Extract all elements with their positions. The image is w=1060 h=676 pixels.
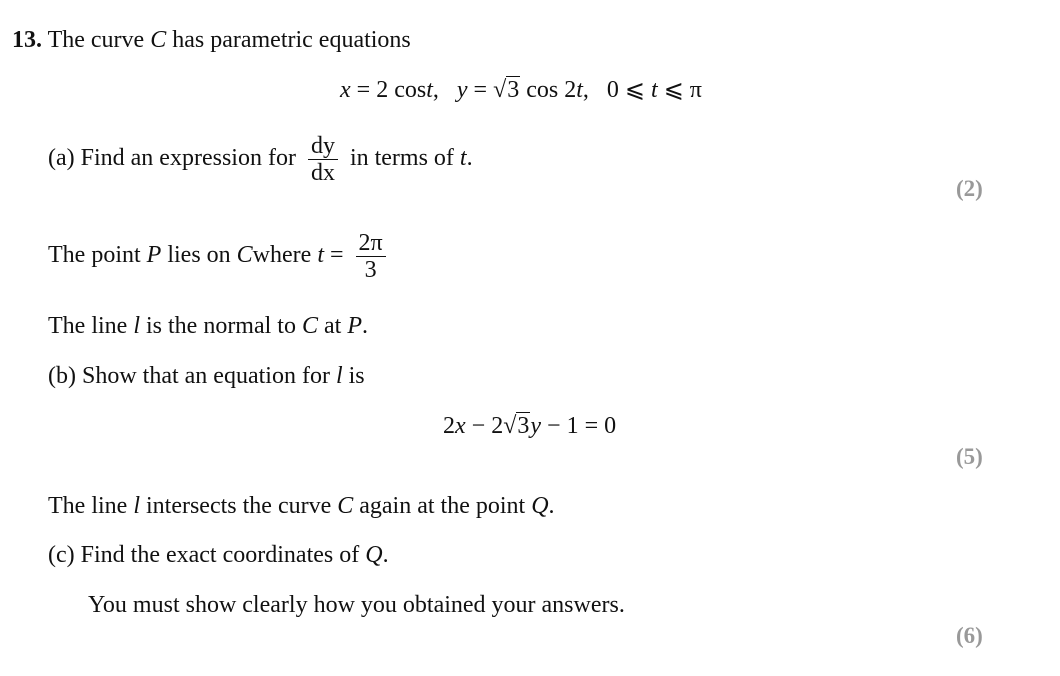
part-a: (a) Find an expression for $\frac{dy}{dx}$ in terms of t. — [48, 133, 473, 186]
normal-equation: 2x − 2√3y − 1 = 0 — [443, 413, 617, 439]
marks-a: (2) — [956, 176, 983, 201]
sqrt-3: √3 — [493, 77, 520, 103]
part-b: (b) Show that an equation for l is — [48, 363, 365, 389]
sqrt-3: √3 — [503, 413, 530, 439]
line-l-statement: The line l is the normal to C at P. — [48, 313, 368, 339]
instruction: You must show clearly how you obtained your answers. — [88, 592, 625, 618]
question-intro: 13. The curve C has parametric equations — [12, 27, 411, 53]
point-p-statement: The point P lies on Cwhere t = $\frac{2\pi}{3}$ — [48, 230, 392, 283]
dy-dx-fraction: $\frac{dy}{dx}$ — [308, 133, 338, 186]
marks-b: (5) — [956, 444, 983, 469]
marks-c: (6) — [956, 623, 983, 648]
parametric-equations: x = 2 cost, y = √3 cos 2t, 0 ⩽ t ⩽ π — [340, 77, 702, 103]
t-value-fraction: $\frac{2\pi}{3}$ — [356, 230, 386, 283]
part-c: (c) Find the exact coordinates of Q. — [48, 542, 389, 568]
question-number: 13. — [12, 27, 42, 53]
intersect-statement: The line l intersects the curve C again at the point Q. — [48, 493, 555, 519]
